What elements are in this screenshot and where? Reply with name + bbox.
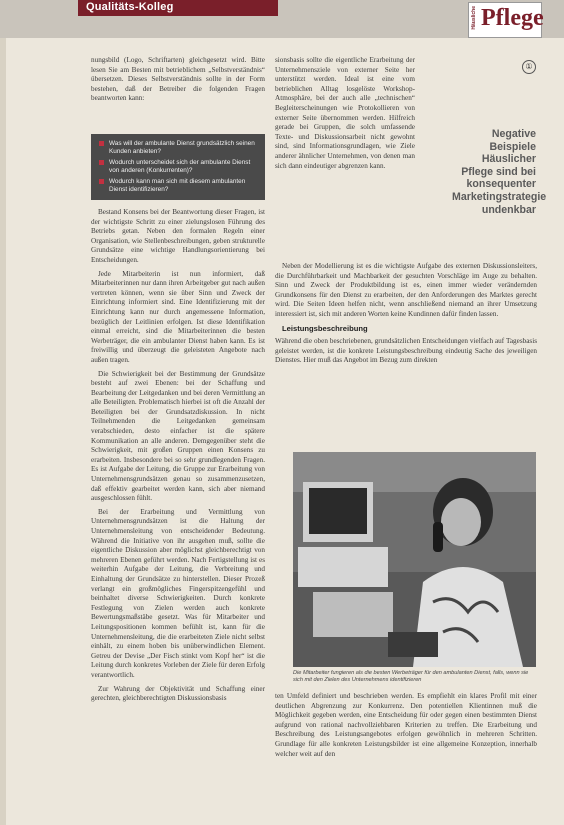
photo-nurse-on-phone <box>293 452 536 667</box>
square-bullet-icon <box>99 179 104 184</box>
question-item: Wodurch unterscheidet sich der ambulante Dienst von anderen (Konkurrenten)? <box>99 159 259 175</box>
body-paragraph: sionsbasis sollte die eigentliche Erarbeitung der Unternehmensziele von externer Seite her unterstützt werden. Ideal ist eine vom betrieblichen Alltag losgelöste Workshop-Atmosphäre, bei der auch alle „technischen“ Begleiterscheinungen wie Protokollieren von externer Seite übernommen werden. Hilfreich gerade bei Gruppen, die solch umfassende Texte- und Diskussionsarbeit nicht gewohnt sind, sind Informationsgrundlagen, wie Ziele anderer ähnlicher Unternehmen, von denen man sich dann eindeutiger abgrenzen kann. <box>275 56 415 170</box>
right-column-top <box>275 56 415 175</box>
logo-subtitle: Häusliche <box>471 6 477 30</box>
body-paragraph: Neben der Modellierung ist es die wichtigste Aufgabe des externen Diskussionsleiters, die Durchführbarkeit und Machbarkeit der gesuchten Vorschläge im Auge zu behalten. Sinn und Zweck der Produktbildung ist es, einen immer wieder verändernden Grundkonsens für den Dienst zu erarbeiten, der den Anforderungen des Marktes gerecht wird. Die Seiten Ideen helfen nicht, wenn anschließend niemand an ihrer Umsetzung interessiert ist, sich mit anderen Worten keine Kundinnen dafür finden lassen. <box>275 262 537 318</box>
page-marker: ① <box>522 60 536 74</box>
question-item: Wodurch kann man sich mit diesem ambulanten Dienst identifizieren? <box>99 178 259 194</box>
square-bullet-icon <box>99 141 104 146</box>
pull-quote: Negative Beispiele Häuslicher Pflege sind bei konsequenter Marketingstrategie undenkbar <box>452 128 547 216</box>
subheading: Leistungsbeschreibung <box>282 323 368 333</box>
intro-paragraph: nungsbild (Logo, Schriftarten) gleichgesetzt wird. Bitte lesen Sie am Besten mit betrieblichem „Selbstverständnis“ übersetzen. Dieses Selbstverständnis sollte in der Form bestehen, daß der Betreiber die folgenden Fragen beantworten kann: <box>91 56 265 103</box>
question-box <box>91 134 265 200</box>
magazine-logo <box>468 2 542 38</box>
body-paragraph: Die Schwierigkeit bei der Bestimmung der Grundsätze besteht auf zwei Ebenen: bei der Schaffung und Bearbeitung der Leitgedanken und bei deren Vermittlung an alle Beteiligten. Problematisch hierbei ist oft die Anzahl der Beteiligten bei der Grundsatzdiskussion. In nicht Teilnehmenden die Leitgedanken gemeinsam verabschieden, desto einfacher ist die spätere Kommunikation an alle anderen. Demgegenüber steht die Schwierigkeit, mit großen Gruppen einen Konsens zu erarbeiten. Insbesondere bei so sehr grundlegenden Fragen. Es ist Aufgabe der Leitung, die Gruppe zur Erarbeitung von Unternehmensgrundsätzen genau so zusammenzusetzen, daß effektiv gearbeitet werden kann, sich aber niemand ausgeschlossen fühlt. <box>91 369 265 503</box>
logo-title: Pflege <box>481 5 544 31</box>
left-column-body <box>91 208 265 708</box>
right-column-middle <box>275 262 537 370</box>
body-paragraph: Bei der Erarbeitung und Vermittlung von Unternehmensgrundsätzen ist die Haltung der Unternehmensleitung von entscheidender Bedeutung. Während die Initiative von ihr ausgehen muß, sollte die eigentliche Diskussion aber möglichst gleichberechtigt von mehreren Ebenen geführt werden. Nach Fertigstellung ist es weiterhin Aufgabe der Leitung, die Verbreitung und Einhaltung der Grundsätze zu hinterstellen. Dieser Prozeß verlangt ein großmögliches Fingerspitzengefühl und beinhaltet diverse Schwierigkeiten. Durch konkrete Festlegung von Zielen werden auch konkrete Bewertungsmaßstäbe gesetzt. Was für Mitarbeiter und Leitungspositionen kommen befühlt ist, kann für die Unternehmensleitung, die die erarbeiteten Ziele nicht selbst einhält, zu einem hoben bis unüberwindlichen Element. Getreu der Devise „Der Fisch stinkt vom Kopf her“ ist die Leitung durch konkretes Vorleben der Ziele für deren Erfolg verantwortlich. <box>91 507 265 679</box>
left-column <box>91 56 265 108</box>
body-paragraph: Zur Wahrung der Objektivität und Schaffung einer gerechten, gleichberechtigten Diskussionsbasis <box>91 684 265 703</box>
section-title: Qualitäts-Kolleg <box>86 1 174 13</box>
photo-caption: Die Mitarbeiter fungieren als die besten Werbeträger für den ambulanten Dienst, falls, wenn sie sich mit den Zielen des Unternehmens identifizieren <box>293 670 529 683</box>
question-item: Was will der ambulante Dienst grundsätzlich seinen Kunden anbieten? <box>99 140 259 156</box>
body-paragraph: Bestand Konsens bei der Beantwortung dieser Fragen, ist der wichtigste Schritt zu einer zielungslosen Führung des Betriebs getan. Neben den formalen Regeln einer Organisation, wie Stellenbeschreibungen, geben strukturelle Grundsätze eine wichtige Handlungsorientierung bei Entscheidungen. <box>91 208 265 264</box>
body-paragraph: Während die oben beschriebenen, grundsätzlichen Entscheidungen vielfach auf Tagesbasis geleistet werden, ist die konkrete Leistungsbeschreibung eindeutig Sache des jeweiligen Dienstes. Hier muß das Angebot im Bezug zum direkten <box>275 337 537 365</box>
page-edge <box>0 0 6 825</box>
square-bullet-icon <box>99 160 104 165</box>
body-paragraph: ten Umfeld definiert und beschrieben werden. Es empfiehlt ein klares Profil mit einer deutlichen Abgrenzung zur Konkurrenz. Den potentiellen Klientinnen muß die Möglichkeit gegeben werden, eine Entscheidung für oder gegen einen bestimmten Dienst aufgrund von rational nachvollziehbaren Kriterien zu treffen. Die Erarbeitung und Beschreibung des Leistungsangebotes erfolgen gewöhnlich in mehreren Schritten. Grundlage für alle konkreten Leistungsbilder ist eine allgemeine Konzeption, innerhalb welcher weit auf den <box>275 692 537 758</box>
body-paragraph: Jede Mitarbeiterin ist nun informiert, daß Mitarbeiterinnen nur dann ihren Arbeitgeber gut nach außen vertreten können, wenn sie über Sinn und Zweck der Einrichtung informiert sind. Eine Identifizierung mit der Einrichtung kann nur durch angemessene Information, bezüglich der Leitlinien erfolgen. Ist diese Identifikation einmal erreicht, sind die Mitarbeiterinnen die besten Werbeträger, die ein ambulanter Dienst haben kann. Es ist freiwillig und überzeugt die geleisteten Angebote nach außen tragen. <box>91 269 265 364</box>
photo-illustration <box>293 452 536 667</box>
bottom-text <box>275 692 537 759</box>
